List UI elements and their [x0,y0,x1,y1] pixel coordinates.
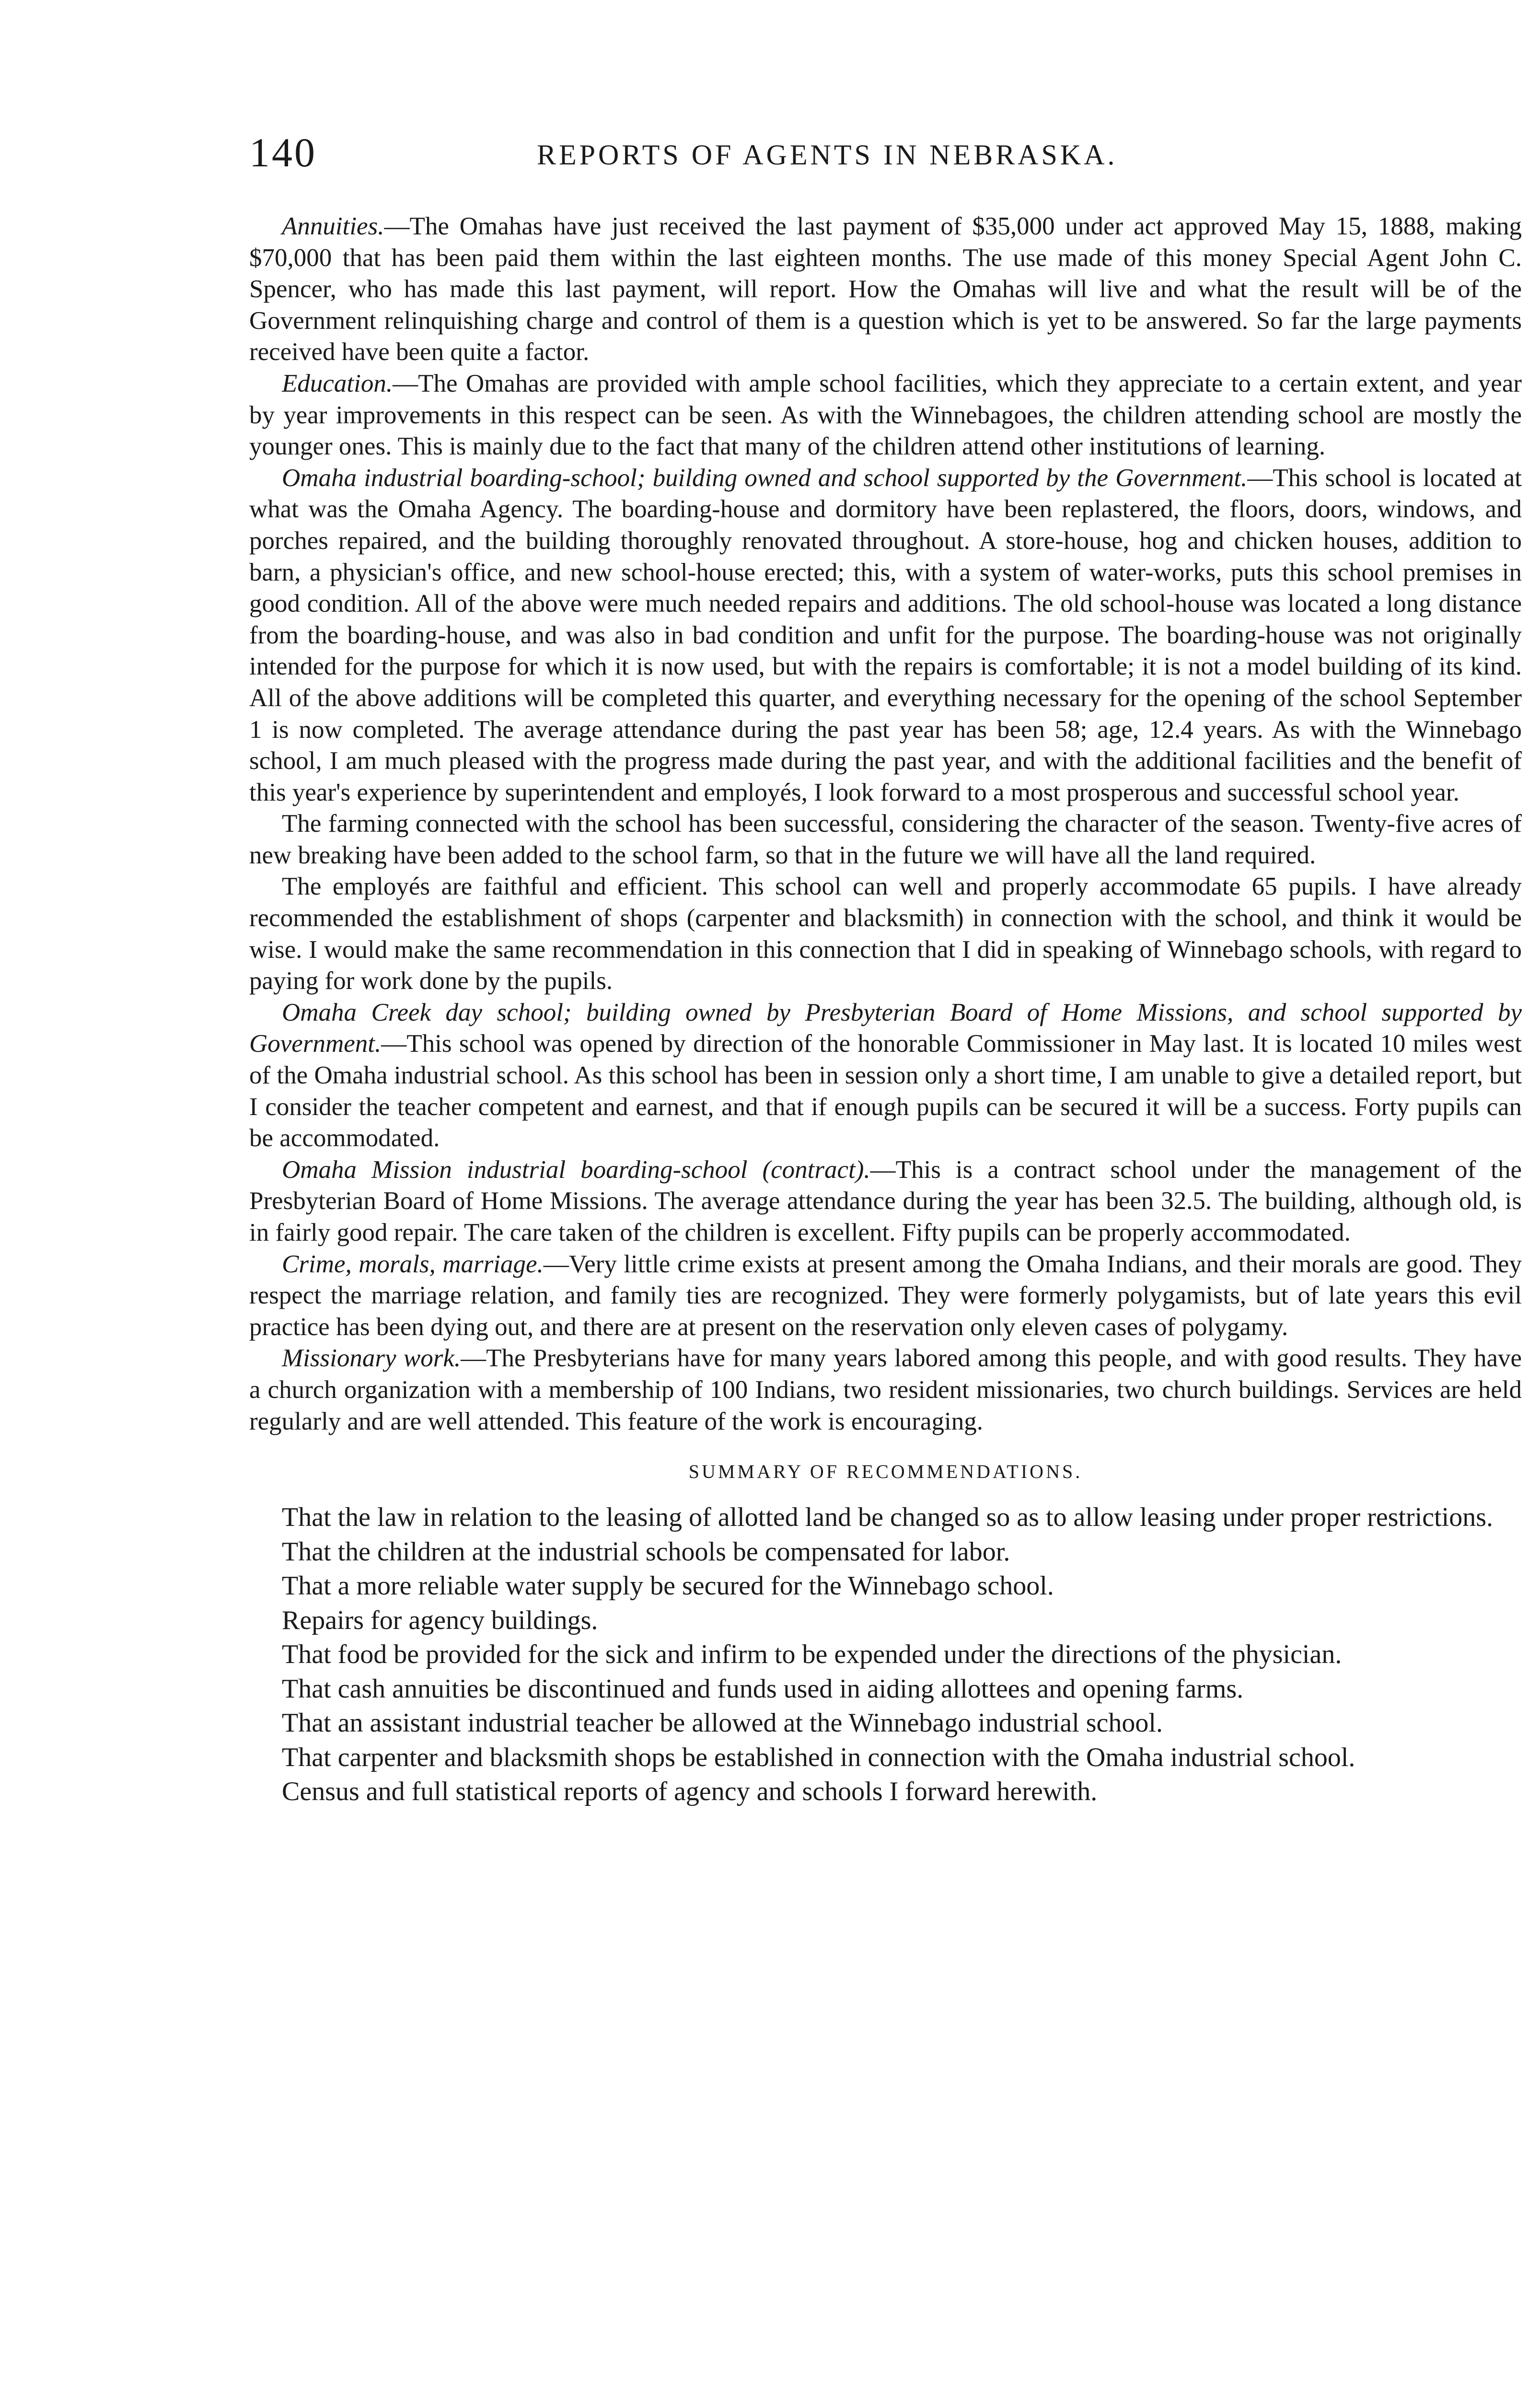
paragraph-text: —Very little crime exists at present among the Omaha Indians, and their morals are good. They respect the marriage relation, and family ties are recognized. They were formerly polygamists, but of late years this evil practice has been dying out, and there are at present on the reservation only eleven cases of polygamy. [249,1250,1522,1341]
recommendation-item: That carpenter and blacksmith shops be established in connection with the Omaha industrial school. [282,1742,1355,1772]
recommendation-item: That the children at the industrial schools be compensated for labor. [282,1536,1010,1567]
paragraph-text: —This school was opened by direction of the honorable Commissioner in May last. It is located 10 miles west of the Omaha industrial school. As this school has been in session only a short time, I am unable to give a detailed report, but I consider the teacher competent and earnest, and that if enough pupils can be secured it will be a success. Forty pupils can be accommodated. [249,1030,1522,1152]
recommendation-item: That cash annuities be discontinued and funds used in aiding allottees and opening farms. [282,1674,1244,1704]
report-body [249,211,1522,1809]
paragraph-heading: Missionary work. [282,1344,461,1373]
paragraph-heading: Omaha industrial boarding-school; building owned and school supported by the Government. [282,464,1248,492]
paragraph-text: —This school is located at what was the Omaha Agency. The boarding-house and dormitory have been replastered, the floors, doors, windows, and porches repaired, and the building thoroughly renovated throughout. A store-house, hog and chicken houses, addition to barn, a physician's office, and new school-house erected; this, with a system of water-works, puts this school premises in good condition. All of the above were much needed repairs and additions. The old school-house was located a long distance from the boarding-house, and was also in bad condition and unfit for the purpose. The boarding-house was not originally intended for the purpose for which it is now used, but with the repairs is comfortable; it is not a model building of its kind. All of the above additions will be completed this quarter, and everything necessary for the opening of the school September 1 is now completed. The average attendance during the past year has been 58; age, 12.4 years. As with the Winnebago school, I am much pleased with the progress made during the past year, and with the additional facilities and the benefit of this year's experience by superintendent and employés, I look forward to a most prosperous and successful school year. [249,464,1522,806]
recommendation-item: That the law in relation to the leasing of allotted land be changed so as to allow leasing under proper restrictions. [282,1502,1494,1533]
paragraph-annuities [249,211,1522,368]
recommendations-list [249,1501,1522,1809]
paragraph-farming [249,808,1522,871]
recommendation-item: That food be provided for the sick and infirm to be expended under the directions of the physician. [282,1640,1342,1670]
paragraph-missionary-work [249,1343,1522,1437]
paragraph-heading: Crime, morals, marriage. [282,1250,544,1278]
summary-heading: SUMMARY OF RECOMMENDATIONS. [688,1461,1083,1483]
paragraph-text: —The Omahas are provided with ample school facilities, which they appreciate to a certain extent, and year by year improvements in this respect can be seen. As with the Winnebagoes, the children attending school are mostly the younger ones. This is mainly due to the fact that many of the children attend other institutions of learning. [249,369,1522,461]
recommendation-item: Census and full statistical reports of agency and schools I forward herewith. [282,1777,1098,1807]
running-head: REPORTS OF AGENTS IN NEBRASKA. [537,139,1118,171]
paragraph-omaha-creek-day-school [249,997,1522,1154]
recommendation-item: That an assistant industrial teacher be allowed at the Winnebago industrial school. [282,1708,1163,1738]
paragraph-crime-morals-marriage [249,1249,1522,1343]
paragraph-heading: Omaha Creek day school; building owned by Presbyterian Board of Home Missions, and school supported by Government. [249,998,1522,1058]
recommendation-item: Repairs for agency buildings. [282,1605,598,1635]
paragraph-heading: Omaha Mission industrial boarding-school (contract). [282,1155,870,1184]
paragraph-education [249,368,1522,463]
paragraph-text: The employés are faithful and efficient. This school can well and properly accommodate 65 pupils. I have already recommended the establishment of shops (carpenter and blacksmith) in connection with the school, and think it would be wise. I would make the same recommendation in this connection that I did in speaking of Winnebago schools, with regard to paying for work done by the pupils. [249,873,1522,995]
paragraph-omaha-industrial-boarding-school [249,463,1522,809]
paragraph-text: —The Omahas have just received the last payment of $35,000 under act approved May 15, 1888, making $70,000 that has been paid them within the last eighteen months. The use made of this money Special Agent John C. Spencer, who has made this last payment, will report. How the Omahas will live and what the result will be of the Government relinquishing charge and control of them is a question which is yet to be answered. So far the large payments received have been quite a factor. [249,212,1522,366]
paragraph-heading: Education. [282,369,393,397]
recommendation-item: That a more reliable water supply be secured for the Winnebago school. [282,1571,1054,1601]
paragraph-text: The farming connected with the school has been successful, considering the character of the season. Twenty-five acres of new breaking have been added to the school farm, so that in the future we will have all the land required. [249,810,1522,869]
paragraph-employes [249,871,1522,997]
paragraph-text: —The Presbyterians have for many years labored among this people, and with good results. They have a church organization with a membership of 100 Indians, two resident missionaries, two church buildings. Services are held regularly and are well attended. This feature of the work is encouraging. [249,1344,1522,1435]
paragraph-text: —This is a contract school under the management of the Presbyterian Board of Home Missions. The average attendance during the year has been 32.5. The building, although old, is in fairly good repair. The care taken of the children is excellent. Fifty pupils can be properly accommodated. [249,1155,1522,1246]
page-number: 140 [249,129,317,175]
paragraph-omaha-mission-school [249,1154,1522,1249]
page-header [249,128,1534,181]
paragraph-heading: Annuities. [282,212,384,240]
